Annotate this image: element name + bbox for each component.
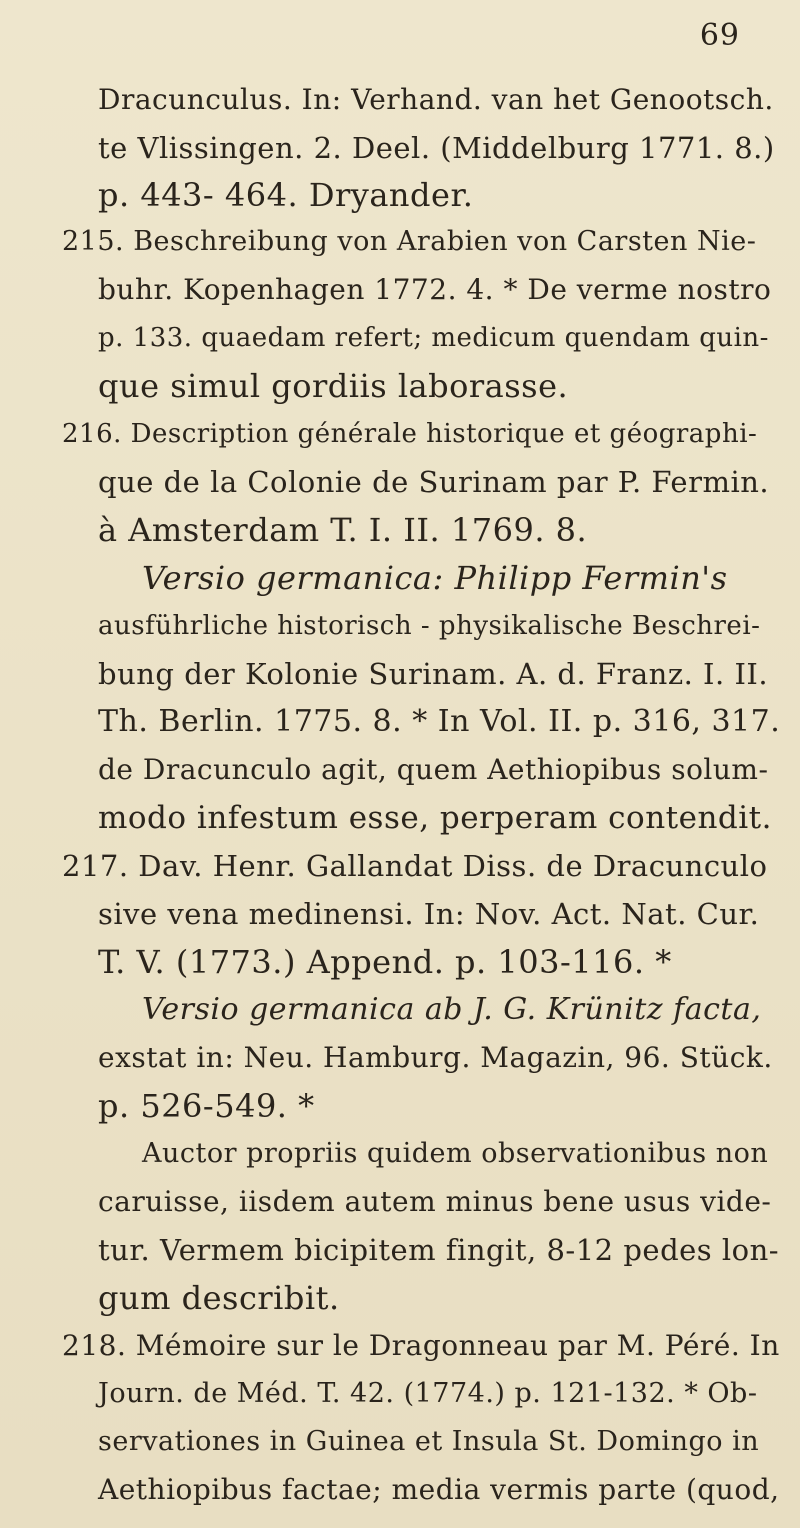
- page-number: 69: [699, 18, 740, 53]
- versio-line: Versio germanica ab J. G. Krünitz facta,: [142, 992, 762, 1027]
- text-line: te Vlissingen. 2. Deel. (Middelburg 1771. 8.): [98, 131, 775, 165]
- versio-line: Versio germanica: Philipp Fermin's: [142, 559, 728, 597]
- text-line: ausführliche historisch - physikalische Beschrei-: [98, 611, 761, 641]
- text-line: T. V. (1773.) Append. p. 103-116. *: [98, 943, 672, 981]
- text-line: que simul gordiis laborasse.: [98, 367, 569, 405]
- entry-216-line: 216. Description générale historique et géographi-: [62, 419, 758, 449]
- entry-215-line: 215. Beschreibung von Arabien von Carsten Nie-: [62, 226, 757, 257]
- text-line: que de la Colonie de Surinam par P. Fermin.: [98, 465, 770, 499]
- text-line: Journ. de Méd. T. 42. (1774.) p. 121-132. * Ob-: [98, 1378, 758, 1409]
- text-line: servationes in Guinea et Insula St. Domingo in: [98, 1426, 760, 1457]
- text-line: p. 526-549. *: [98, 1087, 315, 1125]
- text-line: gum describit.: [98, 1279, 340, 1317]
- text-line: tur. Vermem bicipitem fingit, 8-12 pedes lon-: [98, 1233, 780, 1267]
- entry-217-line: 217. Dav. Henr. Gallandat Diss. de Dracunculo: [62, 849, 768, 883]
- entry-218-line: 218. Mémoire sur le Dragonneau par M. Péré. In: [62, 1329, 780, 1362]
- text-line: de Dracunculo agit, quem Aethiopibus solum-: [98, 753, 769, 786]
- text-line: à Amsterdam T. I. II. 1769. 8.: [98, 511, 588, 549]
- text-line: Dracunculus. In: Verhand. van het Genootsch.: [98, 83, 774, 116]
- text-line: bung der Kolonie Surinam. A. d. Franz. I. II.: [98, 657, 769, 691]
- text-line: Auctor propriis quidem observationibus non: [142, 1138, 769, 1169]
- text-line: caruisse, iisdem autem minus bene usus vide-: [98, 1185, 772, 1218]
- text-line: exstat in: Neu. Hamburg. Magazin, 96. Stück.: [98, 1041, 773, 1074]
- text-line: sive vena medinensi. In: Nov. Act. Nat. Cur.: [98, 897, 760, 931]
- text-line: p. 133. quaedam refert; medicum quendam quin-: [98, 323, 769, 353]
- text-line: Th. Berlin. 1775. 8. * In Vol. II. p. 316, 317.: [98, 704, 781, 739]
- text-line: Aethiopibus factae; media vermis parte (quod,: [98, 1473, 780, 1506]
- text-line: buhr. Kopenhagen 1772. 4. * De verme nostro: [98, 273, 772, 306]
- text-line: modo infestum esse, perperam contendit.: [98, 800, 772, 836]
- text-line: p. 443- 464. Dryander.: [98, 176, 474, 214]
